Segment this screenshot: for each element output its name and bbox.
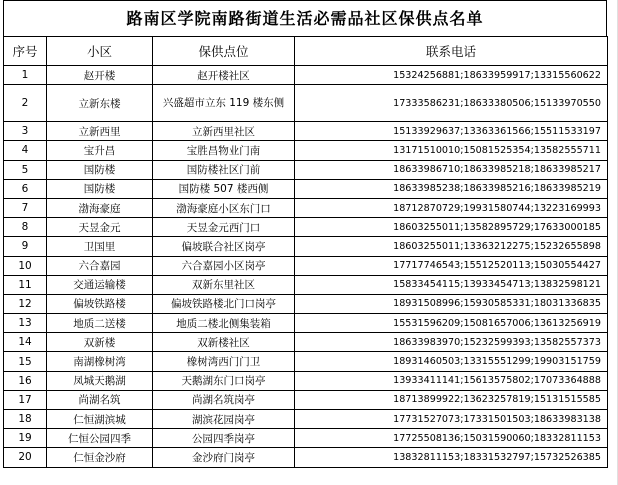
cell-phone: 15833454115;13933454713;13832598121 — [295, 275, 608, 294]
table-row — [4, 333, 608, 352]
header-phone: 联系电话 — [295, 37, 608, 66]
cell-community: 国防楼 — [47, 179, 153, 198]
cell-point: 金沙府门岗亭 — [153, 448, 295, 467]
table-row — [4, 218, 608, 237]
cell-phone: 18712870729;19931580744;13223169993 — [295, 198, 608, 217]
cell-phone: 15531596209;15081657006;13613256919 — [295, 314, 608, 333]
cell-community: 交通运输楼 — [47, 275, 153, 294]
cell-point: 六合嘉园小区岗亭 — [153, 256, 295, 275]
cell-phone: 13171510010;15081525354;13582555711 — [295, 141, 608, 160]
cell-point: 双新东里社区 — [153, 275, 295, 294]
cell-community: 宝升昌 — [47, 141, 153, 160]
cell-seq: 9 — [4, 237, 47, 256]
cell-point: 湖滨花园岗亭 — [153, 410, 295, 429]
table-row — [4, 410, 608, 429]
cell-point: 双新楼社区 — [153, 333, 295, 352]
header-point: 保供点位 — [153, 37, 295, 66]
cell-point: 地质二楼北侧集装箱 — [153, 314, 295, 333]
cell-community: 凤城天鹅湖 — [47, 371, 153, 390]
cell-point: 赵开楼社区 — [153, 66, 295, 85]
cell-point: 国防楼 507 楼西侧 — [153, 179, 295, 198]
cell-phone: 17731527073;17331501503;18633983138 — [295, 410, 608, 429]
cell-community: 六合嘉园 — [47, 256, 153, 275]
cell-community: 仁恒金沙府 — [47, 448, 153, 467]
cell-point: 偏坡联合社区岗亭 — [153, 237, 295, 256]
cell-seq: 17 — [4, 390, 47, 409]
sheet-title: 路南区学院南路街道生活必需品社区保供点名单 — [3, 0, 607, 36]
cell-community: 双新楼 — [47, 333, 153, 352]
cell-phone: 13933411141;15613575802;17073364888 — [295, 371, 608, 390]
spreadsheet — [3, 0, 607, 468]
cell-point: 国防楼社区门前 — [153, 160, 295, 179]
cell-phone: 18931460503;13315551299;19903151759 — [295, 352, 608, 371]
cell-seq: 2 — [4, 85, 47, 122]
cell-phone: 18603255011;13582895729;17633000185 — [295, 218, 608, 237]
cell-seq: 3 — [4, 122, 47, 141]
table-row — [4, 141, 608, 160]
cell-seq: 5 — [4, 160, 47, 179]
table-row — [4, 275, 608, 294]
table-row — [4, 66, 608, 85]
cell-community: 天昱金元 — [47, 218, 153, 237]
cell-community: 南湖橡树湾 — [47, 352, 153, 371]
cell-community: 仁恒公园四季 — [47, 429, 153, 448]
cell-point: 天鹅湖东门口岗亭 — [153, 371, 295, 390]
cell-phone: 13832811153;18331532797;15732526385 — [295, 448, 608, 467]
cell-community: 赵开楼 — [47, 66, 153, 85]
cell-seq: 15 — [4, 352, 47, 371]
table-row — [4, 352, 608, 371]
cell-seq: 4 — [4, 141, 47, 160]
cell-point: 兴盛超市立东 119 楼东侧 — [153, 85, 295, 122]
cell-point: 立新西里社区 — [153, 122, 295, 141]
cell-community: 尚湖名筑 — [47, 390, 153, 409]
cell-seq: 6 — [4, 179, 47, 198]
table-row — [4, 371, 608, 390]
cell-phone: 17717746543;15512520113;15030554427 — [295, 256, 608, 275]
cell-seq: 1 — [4, 66, 47, 85]
cell-phone: 17333586231;18633380506;15133970550 — [295, 85, 608, 122]
cell-community: 立新东楼 — [47, 85, 153, 122]
cell-point: 公园四季岗亭 — [153, 429, 295, 448]
table-row — [4, 429, 608, 448]
table-row — [4, 294, 608, 313]
cell-phone: 18633986710;18633985218;18633985217 — [295, 160, 608, 179]
cell-seq: 7 — [4, 198, 47, 217]
cell-point: 偏坡铁路楼北门口岗亭 — [153, 294, 295, 313]
cell-community: 偏坡铁路楼 — [47, 294, 153, 313]
cell-community: 立新西里 — [47, 122, 153, 141]
cell-point: 尚湖名筑岗亭 — [153, 390, 295, 409]
cell-seq: 12 — [4, 294, 47, 313]
table-row — [4, 314, 608, 333]
cell-phone: 17725508136;15031590060;18332811153 — [295, 429, 608, 448]
cell-point: 渤海豪庭小区东门口 — [153, 198, 295, 217]
header-seq: 序号 — [4, 37, 47, 66]
table-row — [4, 256, 608, 275]
cell-seq: 14 — [4, 333, 47, 352]
cell-seq: 10 — [4, 256, 47, 275]
cell-seq: 19 — [4, 429, 47, 448]
table-row — [4, 85, 608, 122]
table-row — [4, 390, 608, 409]
cell-phone: 15133929637;13363361566;15511533197 — [295, 122, 608, 141]
cell-seq: 11 — [4, 275, 47, 294]
cell-community: 仁恒湖滨城 — [47, 410, 153, 429]
header-row — [4, 37, 608, 66]
cell-phone: 18713899922;13623257819;15131515585 — [295, 390, 608, 409]
table-row — [4, 179, 608, 198]
cell-community: 渤海豪庭 — [47, 198, 153, 217]
cell-point: 天昱金元西门口 — [153, 218, 295, 237]
cell-community: 地质二送楼 — [47, 314, 153, 333]
cell-seq: 13 — [4, 314, 47, 333]
table-row — [4, 237, 608, 256]
cell-point: 橡树湾西门门卫 — [153, 352, 295, 371]
cell-community: 国防楼 — [47, 160, 153, 179]
table-row — [4, 198, 608, 217]
cell-phone: 18633985238;18633985216;18633985219 — [295, 179, 608, 198]
cell-phone: 18603255011;13363212275;15232655898 — [295, 237, 608, 256]
table-row — [4, 448, 608, 467]
cell-point: 宝胜昌物业门南 — [153, 141, 295, 160]
cell-phone: 18931508996;15930585331;18031336835 — [295, 294, 608, 313]
header-community: 小区 — [47, 37, 153, 66]
table-row — [4, 160, 608, 179]
supply-point-table — [3, 36, 608, 468]
cell-seq: 18 — [4, 410, 47, 429]
cell-phone: 15324256881;18633959917;13315560622 — [295, 66, 608, 85]
cell-phone: 18633983970;15232599393;13582557373 — [295, 333, 608, 352]
cell-community: 卫国里 — [47, 237, 153, 256]
cell-seq: 20 — [4, 448, 47, 467]
cell-seq: 16 — [4, 371, 47, 390]
cell-seq: 8 — [4, 218, 47, 237]
table-row — [4, 122, 608, 141]
